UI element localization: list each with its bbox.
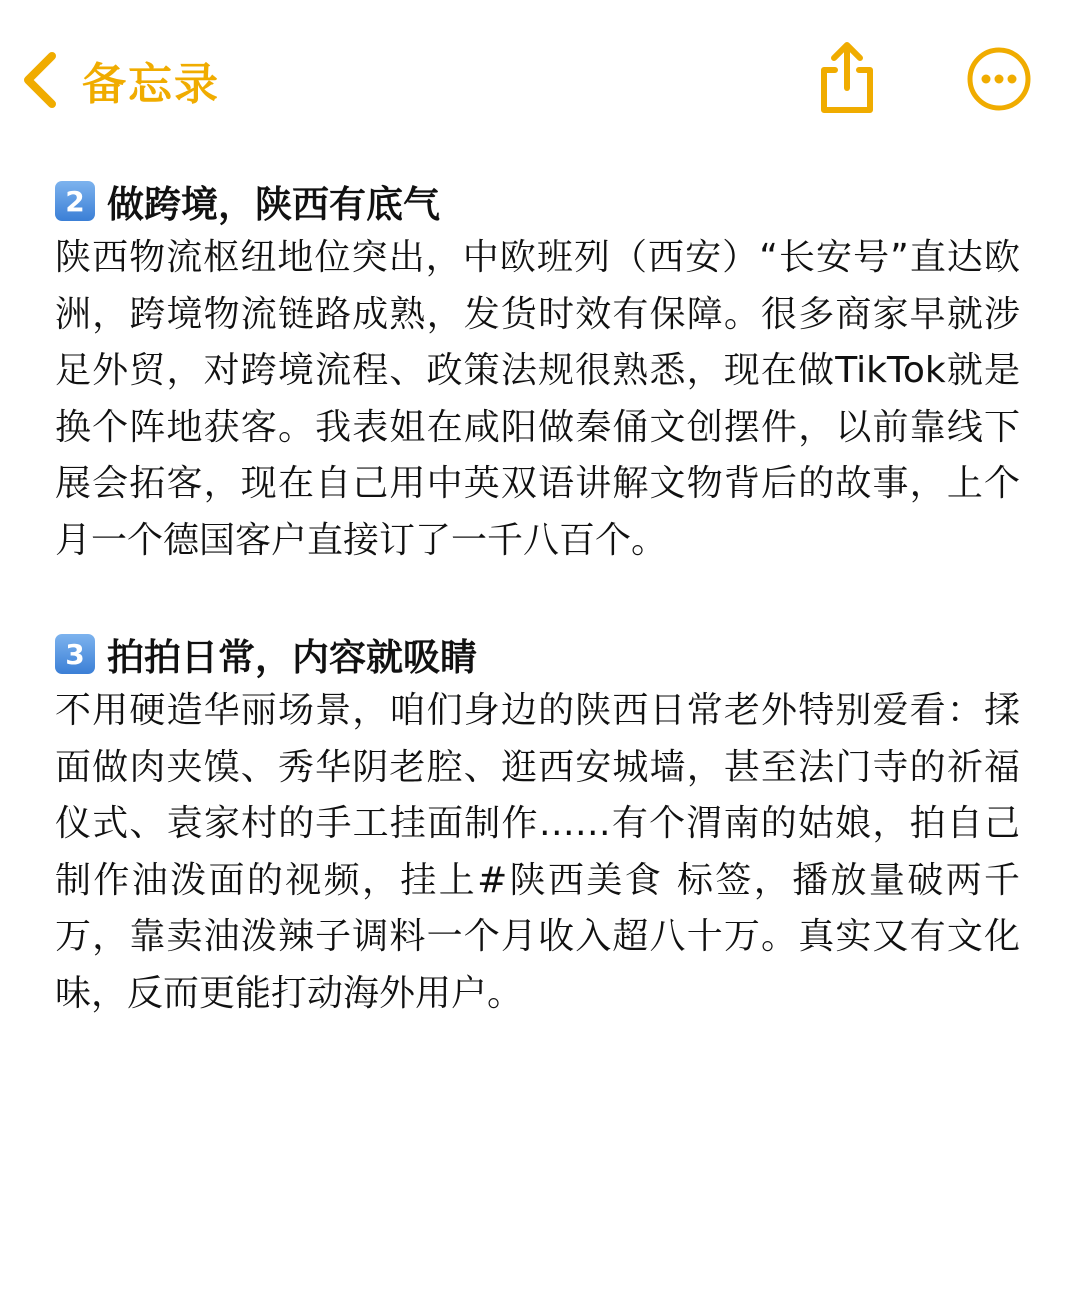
chevron-left-icon	[20, 51, 58, 109]
section-heading	[55, 625, 1020, 683]
number-3-icon: 3	[55, 634, 95, 674]
back-button[interactable]	[20, 40, 220, 120]
note-content[interactable]	[55, 172, 1020, 1022]
section-body: 陕西物流枢纽地位突出，中欧班列（西安）“长安号”直达欧洲，跨境物流链路成熟，发货时效有保障。很多商家早就涉足外贸，对跨境流程、政策法规很熟悉，现在做TikTok就是换个阵地获客。我表姐在咸阳做秦俑文创摆件，以前靠线下展会拓客，现在自己用中英双语讲解文物背后的故事，上个月一个德国客户直接订了一千八百个。	[55, 237, 1020, 561]
navigation-bar	[0, 0, 1080, 150]
share-icon	[812, 99, 882, 118]
back-label: 备忘录	[82, 59, 220, 110]
section-heading	[55, 172, 1020, 230]
section-title: 拍拍日常，内容就吸睛	[107, 636, 477, 679]
more-button[interactable]	[966, 46, 1032, 112]
note-section	[55, 625, 1020, 1022]
more-icon	[966, 97, 1032, 116]
share-button[interactable]	[812, 40, 882, 114]
number-2-icon: 2	[55, 181, 95, 221]
section-body: 不用硬造华丽场景，咱们身边的陕西日常老外特别爱看：揉面做肉夹馍、秀华阴老腔、逛西安城墙，甚至法门寺的祈福仪式、袁家村的手工挂面制作……有个渭南的姑娘，拍自己制作油泼面的视频，挂上#陕西美食 标签，播放量破两千万，靠卖油泼辣子调料一个月收入超八十万。真实又有文化味，反而更能打动海外用户。	[55, 690, 1020, 1014]
section-title: 做跨境，陕西有底气	[107, 183, 440, 226]
note-section	[55, 172, 1020, 569]
